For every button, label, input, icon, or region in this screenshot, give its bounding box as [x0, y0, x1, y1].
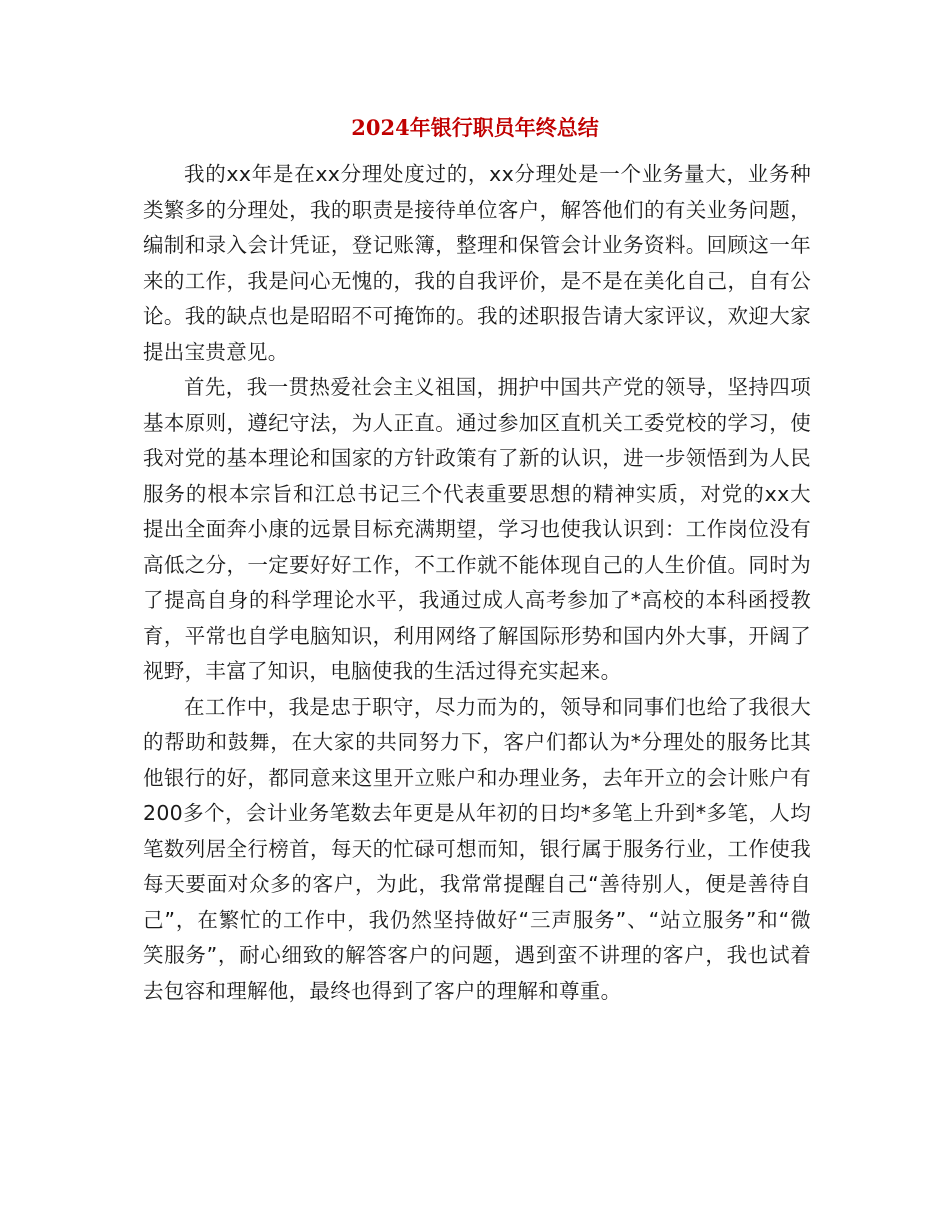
paragraph-intro: 我的xx年是在xx分理处度过的，xx分理处是一个业务量大，业务种类繁多的分理处，我的职责是接待单位客户，解答他们的有关业务问题，编制和录入会计凭证，登记账簿，整理和保管会计业务资料。回顾这一年来的工作，我是问心无愧的，我的自我评价，是不是在美化自己，自有公论。我的缺点也是昭昭不可掩饰的。我的述职报告请大家评议，欢迎大家提出宝贵意见。	[143, 162, 811, 364]
document-title: 2024年银行职员年终总结	[351, 115, 599, 140]
document-body	[143, 157, 811, 1009]
paragraph-political-study: 首先，我一贯热爱社会主义祖国，拥护中国共产党的领导，坚持四项基本原则，遵纪守法，为人正直。通过参加区直机关工委党校的学习，使我对党的基本理论和国家的方针政策有了新的认识，进一步领悟到为人民服务的根本宗旨和江总书记三个代表重要思想的精神实质，对党的xx大提出全面奔小康的远景目标充满期望，学习也使我认识到：工作岗位没有高低之分，一定要好好工作，不工作就不能体现自己的人生价值。同时为了提高自身的科学理论水平，我通过成人高考参加了*高校的本科函授教育，平常也自学电脑知识，利用网络了解国际形势和国内外大事，开阔了视野，丰富了知识，电脑使我的生活过得充实起来。	[143, 375, 811, 683]
paragraph-work-performance: 在工作中，我是忠于职守，尽力而为的，领导和同事们也给了我很大的帮助和鼓舞，在大家的共同努力下，客户们都认为*分理处的服务比其他银行的好，都同意来这里开立账户和办理业务，去年开立的会计账户有200多个，会计业务笔数去年更是从年初的日均*多笔上升到*多笔，人均笔数列居全行榜首，每天的忙碌可想而知，银行属于服务行业，工作使我每天要面对众多的客户，为此，我常常提醒自己“善待别人，便是善待自己”，在繁忙的工作中，我仍然坚持做好“三声服务”、“站立服务”和“微笑服务”，耐心细致的解答客户的问题，遇到蛮不讲理的客户，我也试着去包容和理解他，最终也得到了客户的理解和尊重。	[143, 694, 811, 1003]
